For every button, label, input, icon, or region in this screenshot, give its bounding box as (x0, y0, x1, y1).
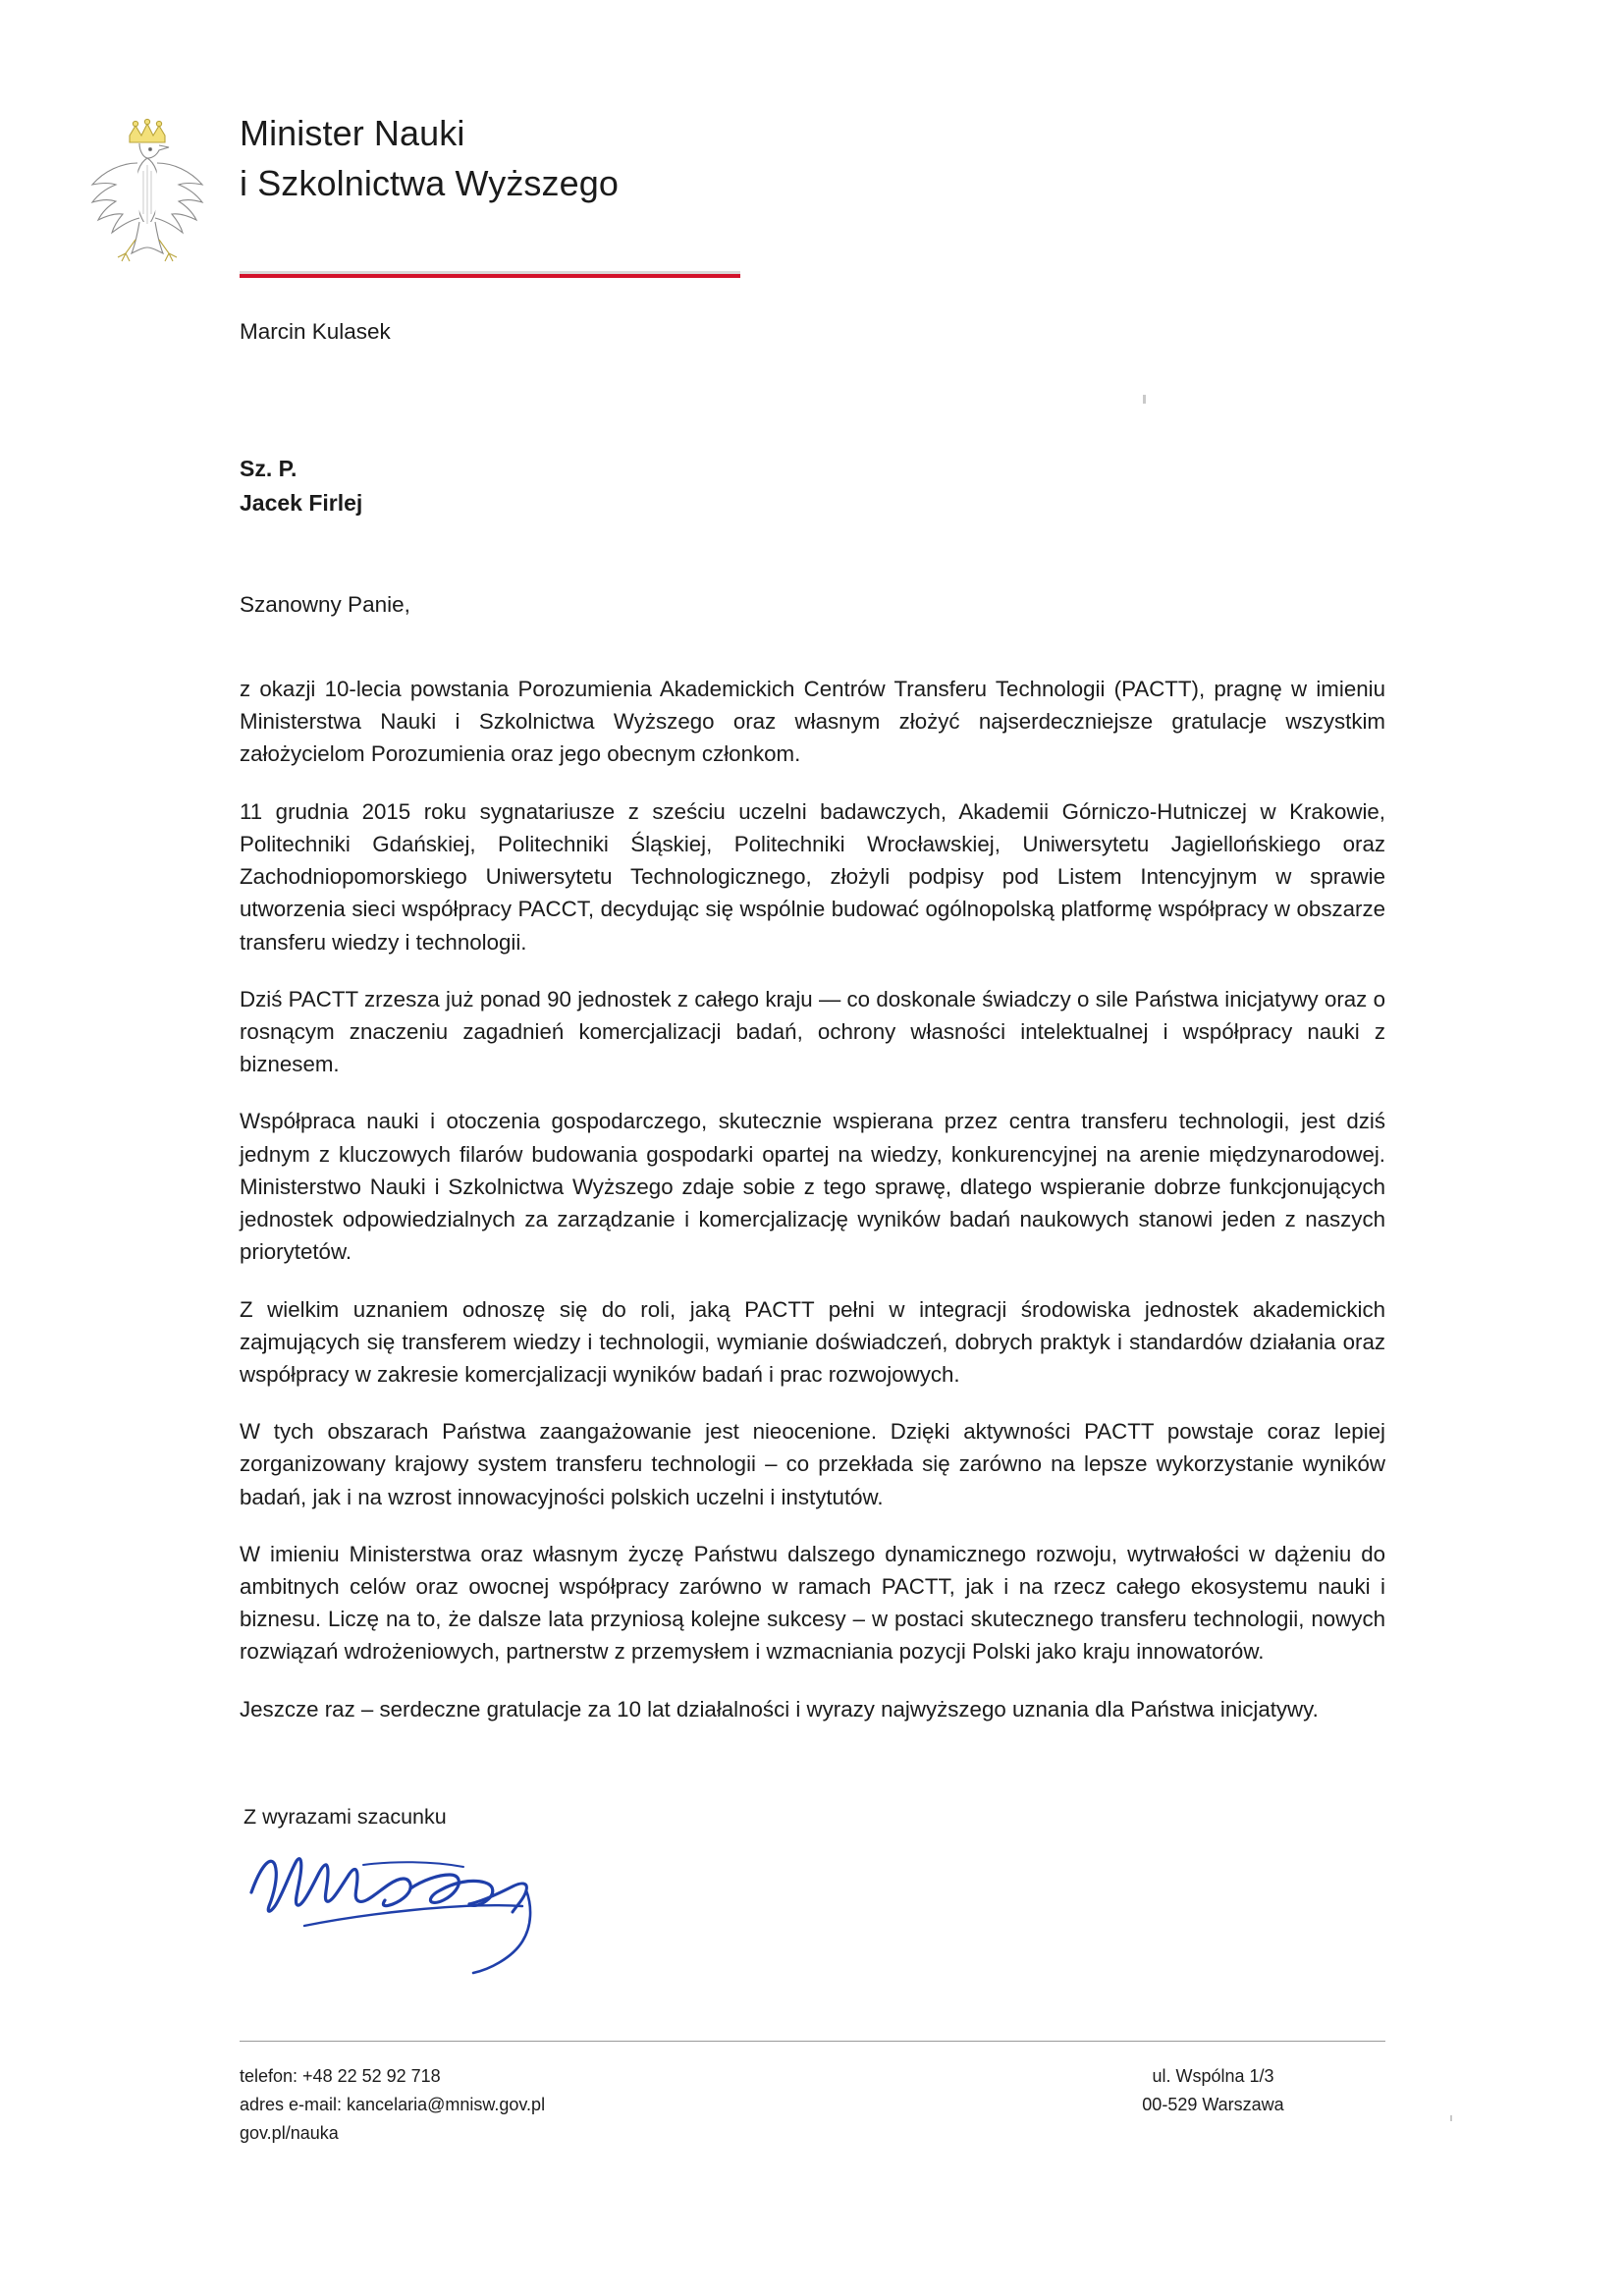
paragraph: Współpraca nauki i otoczenia gospodarczego, skutecznie wspierana przez centra transferu technologii, jest dziś jednym z kluczowych filarów budowania gospodarki opartej na wiedzy, konkurencyjnej na arenie międzynarodowej. Ministerstwo Nauki i Szkolnictwa Wyższego zdaje sobie z tego sprawę, dlatego wspieranie dobrze funkcjonujących jednostek odpowiedzialnych za zarządzanie i komercjalizację wyników badań naukowych stanowi jeden z naszych priorytetów. (240, 1109, 1385, 1265)
paragraph: W tych obszarach Państwa zaangażowanie jest nieocenione. Dzięki aktywności PACTT powstaje coraz lepiej zorganizowany krajowy system transferu technologii – co przekłada się zarówno na lepsze wykorzystanie wyników badań, jak i na wzrost innowacyjności polskich uczelni i instytutów. (240, 1419, 1385, 1509)
letterhead (0, 0, 1623, 295)
handwritten-signature-icon (245, 1831, 619, 1989)
footer-address-street: ul. Wspólna 1/3 (1152, 2066, 1274, 2086)
paragraph: Dziś PACTT zrzesza już ponad 90 jednostek z całego kraju — co doskonale świadczy o sile Państwa inicjatywy oraz o rosnącym znaczeniu zagadnień komercjalizacji badań, ochrony własności intelektualnej i współpracy nauki z biznesem. (240, 986, 1385, 1077)
sender-name: Marcin Kulasek (240, 319, 391, 344)
paragraph: z okazji 10-lecia powstania Porozumienia Akademickich Centrów Transferu Technologii (PACTT), pragnę w imieniu Ministerstwa Nauki i Szkolnictwa Wyższego oraz własnym złożyć najserdeczniejsze gratulacje wszystkim założycielom Porozumienia oraz jego obecnym członkom. (240, 677, 1385, 767)
footer-address-city: 00-529 Warszawa (1142, 2095, 1284, 2115)
title-line-1: Minister Nauki (240, 113, 465, 153)
scan-artifact (1143, 395, 1146, 404)
addressee-block (240, 452, 362, 520)
paragraph: W imieniu Ministerstwa oraz własnym życzę Państwu dalszego dynamicznego rozwoju, wytrwałości w dążeniu do ambitnych celów oraz owocnej współpracy zarówno w ramach PACTT, jak i na rzecz całego ekosystemu nauki i biznesu. Liczę na to, że dalsze lata przyniosą kolejne sukcesy – w postaci skutecznego transferu technologii, nowych rozwiązań wdrożeniowych, partnerstw z przemysłem i wzmacniania pozycji Polski jako kraju innowatorów. (240, 1541, 1385, 1665)
brand-rule (240, 271, 740, 278)
footer-email: adres e-mail: kancelaria@mnisw.gov.pl (240, 2095, 546, 2115)
paragraph: 11 grudnia 2015 roku sygnatariusze z sześciu uczelni badawczych, Akademii Górniczo-Hutniczej w Krakowie, Politechniki Gdańskiej, Politechniki Śląskiej, Politechniki Wrocławskiej, Uniwersytetu Jagiellońskiego oraz Zachodniopomorskiego Uniwersytetu Technologicznego, złożyli podpisy pod Listem Intencyjnym w sprawie utworzenia sieci współpracy PACCT, decydując się wspólnie budować ogólnopolską platformę współpracy w obszarze transferu wiedzy i technologii. (240, 798, 1385, 955)
salutation: Szanowny Panie, (240, 592, 410, 617)
footer-address (1041, 2062, 1385, 2119)
page-title (240, 108, 619, 208)
polish-eagle-emblem-icon (79, 106, 216, 278)
title-line-2: i Szkolnictwa Wyższego (240, 163, 620, 204)
brand-rule-red (240, 274, 740, 278)
footer-contact (240, 2062, 545, 2148)
addressee-title: Sz. P. (240, 456, 298, 481)
footer-divider (240, 2041, 1385, 2042)
letter-body (240, 673, 1385, 1725)
scan-artifact (1450, 2115, 1452, 2121)
closing-text: Z wyrazami szacunku (243, 1805, 447, 1829)
footer-phone: telefon: +48 22 52 92 718 (240, 2066, 441, 2086)
paragraph: Jeszcze raz – serdeczne gratulacje za 10 lat działalności i wyrazy najwyższego uznania dla Państwa inicjatywy. (240, 1696, 1319, 1722)
paragraph: Z wielkim uznaniem odnoszę się do roli, jaką PACTT pełni w integracji środowiska jednostek akademickich zajmujących się transferem wiedzy i technologii, wymianie doświadczeń, dobrych praktyk i standardów działania oraz współpracy w zakresie komercjalizacji wyników badań i prac rozwojowych. (240, 1296, 1385, 1387)
addressee-name: Jacek Firlej (240, 489, 363, 516)
footer-website[interactable]: gov.pl/nauka (240, 2123, 339, 2144)
